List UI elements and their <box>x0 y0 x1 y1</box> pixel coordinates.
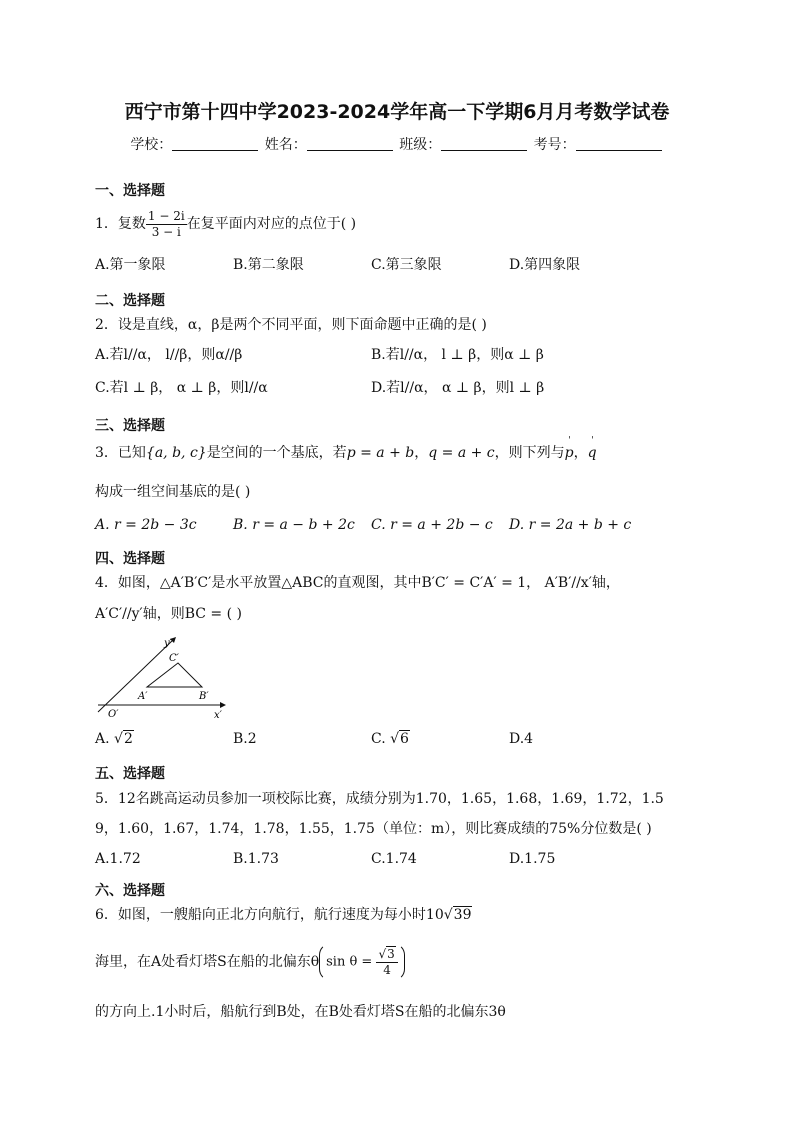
q4-option-c: C. √6 <box>371 731 409 747</box>
q3-option-c: C. r = a + 2b − c <box>371 517 493 533</box>
q6-sin-condition <box>319 943 405 981</box>
q4-oblique-figure <box>94 633 229 721</box>
y-axis-label: y′ <box>164 638 172 649</box>
exam-title: 西宁市第十四中学2023-2024学年高一下学期6月月考数学试卷 <box>124 101 670 123</box>
q3-vector-p: ' p <box>565 446 574 460</box>
class-label: 班级： <box>399 137 442 153</box>
q1-option-d: D.第四象限 <box>509 257 581 273</box>
section-6-heading: 六、选择题 <box>95 883 165 899</box>
question-6-stem-line3: 的方向上.1小时后，船航行到B处，在B处看灯塔S在船的北偏东3θ <box>95 1004 506 1020</box>
q4-option-c-prefix: C. <box>371 731 391 747</box>
q4-option-c-radicand: 6 <box>400 731 409 747</box>
q4-option-d: D.4 <box>509 731 534 747</box>
q3-p-definition: p = a + b <box>346 445 415 461</box>
question-3-stem-line2: 构成一组空间基底的是( ) <box>95 484 251 500</box>
q4-option-a-radicand: 2 <box>123 731 133 747</box>
name-label: 姓名： <box>264 137 307 153</box>
number-blank <box>576 138 662 151</box>
q6-sin-fraction <box>376 948 397 976</box>
school-label: 学校： <box>130 137 173 153</box>
q3-text-3: ，则下列与 <box>494 445 565 461</box>
point-b-label: B′ <box>199 691 209 702</box>
q5-option-d: D.1.75 <box>509 851 556 867</box>
q2-option-d: D.若l//α， α ⊥ β，则l ⊥ β <box>371 380 545 396</box>
q5-option-c: C.1.74 <box>371 851 417 867</box>
q1-option-a: A.第一象限 <box>95 257 166 273</box>
question-1-stem <box>95 210 356 238</box>
school-blank <box>172 138 258 151</box>
q6-speed-radicand: 39 <box>453 907 472 923</box>
section-5-heading: 五、选择题 <box>95 766 165 782</box>
question-6-stem-line1: 6．如图，一艘船向正北方向航行，航行速度为每小时10√39 <box>95 907 472 923</box>
q3-option-a: A. r = 2b − 3c <box>95 517 197 533</box>
q3-option-d: D. r = 2a + b + c <box>509 517 632 533</box>
origin-label: O′ <box>108 709 119 720</box>
number-label: 考号： <box>533 137 576 153</box>
q3-text-1: 3．已知 <box>95 445 146 461</box>
q4-option-a-prefix: A. <box>95 731 115 747</box>
question-5-stem-line2: 9，1.60，1.67，1.74，1.78，1.55，1.75（单位：m），则比赛成绩的75%分位数是( ) <box>95 821 652 837</box>
section-3-heading: 三、选择题 <box>95 418 165 434</box>
question-3-stem-line1 <box>95 446 597 460</box>
q6-sin-numerator-radicand: 3 <box>387 946 395 961</box>
q1-option-b: B.第二象限 <box>233 257 304 273</box>
q6-sin-numerator: √3 <box>376 948 397 963</box>
q3-text-2: 是空间的一个基底，若 <box>206 445 347 461</box>
q5-option-b: B.1.73 <box>233 851 279 867</box>
q4-option-a: A. √2 <box>95 731 133 747</box>
triangle-abc <box>147 663 202 687</box>
section-2-heading: 二、选择题 <box>95 293 165 309</box>
question-4-stem-line2: A′C′//y′轴，则BC = ( ) <box>95 606 242 622</box>
q3-vector-q: ' q <box>588 446 597 460</box>
student-info-row <box>0 138 794 152</box>
x-axis-label: x′ <box>214 710 222 721</box>
q1-numerator: 1 − 2i <box>147 209 185 223</box>
class-blank <box>441 138 527 151</box>
q1-denominator: 3 − i <box>151 224 181 239</box>
question-4-stem-line1: 4．如图，△A′B′C′是水平放置△ABC的直观图，其中B′C′ = C′A′ = 1， A′B′//x′轴， <box>95 575 620 591</box>
point-a-label: A′ <box>138 691 148 702</box>
q4-option-b: B.2 <box>233 731 257 747</box>
question-6-stem-line2 <box>95 943 405 981</box>
q1-prefix: 1．复数 <box>95 216 146 233</box>
q2-option-a: A.若l//α， l//β，则α//β <box>95 347 243 363</box>
q3-basis: {a, b, c} <box>145 445 207 461</box>
q3-option-b: B. r = a − b + 2c <box>233 517 355 533</box>
question-2-stem: 2．设是直线，α，β是两个不同平面，则下面命题中正确的是( ) <box>95 317 487 333</box>
q1-fraction <box>146 210 187 238</box>
x-axis-arrow <box>220 702 226 708</box>
q1-option-c: C.第三象限 <box>371 257 442 273</box>
q1-suffix: 在复平面内对应的点位于( ) <box>186 216 357 233</box>
q3-comma-2: ， <box>573 445 588 461</box>
q6-line1-text: 6．如图，一艘船向正北方向航行，航行速度为每小时10 <box>95 907 444 923</box>
q2-option-c: C.若l ⊥ β， α ⊥ β，则l//α <box>95 380 268 396</box>
point-c-label: C′ <box>169 653 179 664</box>
q3-q-definition: q = a + c <box>428 445 495 461</box>
name-blank <box>307 138 393 151</box>
question-5-stem-line1: 5．12名跳高运动员参加一项校际比赛，成绩分别为1.70，1.65，1.68，1.69，1.72，1.5 <box>95 791 664 807</box>
section-1-heading: 一、选择题 <box>95 183 165 199</box>
q6-sin-label: sin θ = <box>326 954 373 970</box>
q6-line2-text: 海里，在A处看灯塔S在船的北偏东θ <box>95 954 320 970</box>
q6-sin-denominator: 4 <box>383 962 391 977</box>
q5-option-a: A.1.72 <box>95 851 141 867</box>
q2-option-b: B.若l//α， l ⊥ β，则α ⊥ β <box>371 347 544 363</box>
q3-comma: ， <box>414 445 429 461</box>
section-4-heading: 四、选择题 <box>95 551 165 567</box>
